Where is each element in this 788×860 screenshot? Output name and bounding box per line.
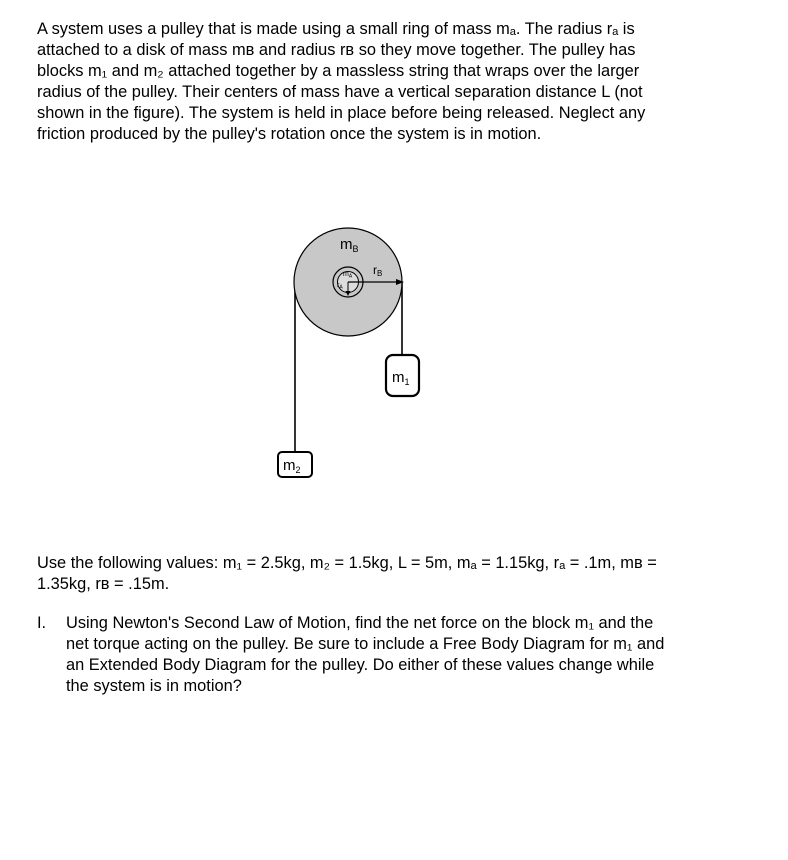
intro-line: A system uses a pulley that is made using a small ring of mass mₐ. The radius rₐ is [37, 20, 635, 38]
question-text [66, 613, 756, 697]
question-line: the system is in motion? [66, 677, 242, 695]
given-values [37, 553, 737, 595]
disk-radius-label: rB [373, 263, 383, 278]
ring-mass-label: $m_A$ [343, 271, 353, 280]
block-m2-label: $m_2$ [283, 457, 301, 475]
question-number: I. [37, 614, 47, 632]
values-line: 1.35kg, rʙ = .15m. [37, 575, 170, 593]
question-line: Using Newton's Second Law of Motion, find the net force on the block m₁ and the [66, 614, 654, 632]
intro-line: shown in the figure). The system is held in place before being released. Neglect any [37, 104, 646, 122]
question-line: an Extended Body Diagram for the pulley. Do either of these values change while [66, 656, 655, 674]
intro-line: radius of the pulley. Their centers of mass have a vertical separation distance L (not [37, 83, 643, 101]
disk-mass-label: $m_B$ [340, 236, 359, 254]
intro-line: attached to a disk of mass mʙ and radius rʙ so they move together. The pulley has [37, 41, 636, 59]
block-m1-label: $m_1$ [392, 369, 410, 387]
values-line: Use the following values: m₁ = 2.5kg, m₂ = 1.5kg, L = 5m, mₐ = 1.15kg, rₐ = .1m, mʙ = [37, 554, 657, 572]
ring-radius-label: $r_A$ [337, 282, 343, 291]
question-line: net torque acting on the pulley. Be sure to include a Free Body Diagram for m₁ and [66, 635, 665, 653]
intro-line: blocks m₁ and m₂ attached together by a massless string that wraps over the larger [37, 62, 640, 80]
intro-line: friction produced by the pulley's rotation once the system is in motion. [37, 125, 542, 143]
